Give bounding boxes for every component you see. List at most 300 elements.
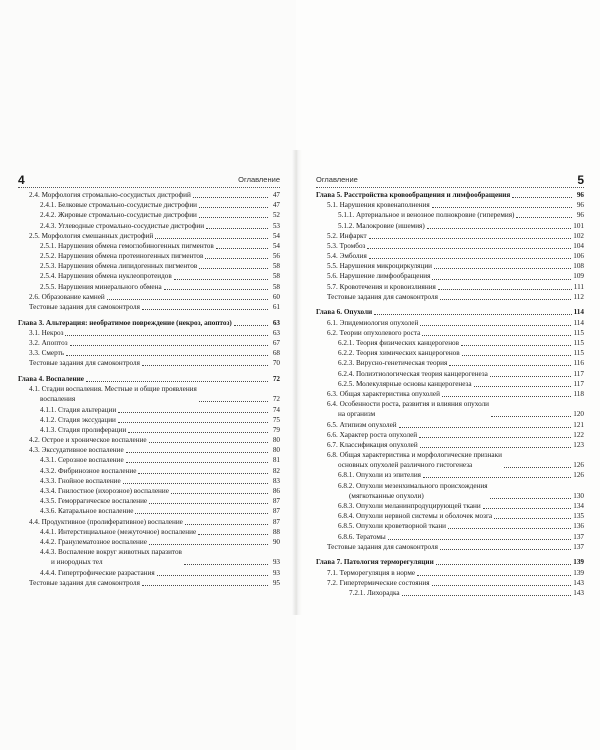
dot-leader (438, 289, 572, 290)
toc-left (18, 190, 280, 588)
toc-entry (316, 532, 584, 542)
toc-entry (18, 496, 280, 506)
toc-entry-page: 61 (272, 303, 280, 312)
dot-leader (491, 416, 571, 417)
toc-entry-page: 111 (573, 282, 584, 291)
toc-entry (18, 221, 280, 231)
dot-leader (367, 248, 571, 249)
dot-leader (436, 564, 572, 565)
dot-leader (142, 585, 268, 586)
toc-entry-title: Тестовые задания для самоконтроля (29, 359, 140, 368)
toc-entry-title: 4.1. Стадии воспаления. Местные и общие проявления (29, 385, 197, 394)
toc-entry-page: 117 (573, 369, 584, 378)
dot-leader (419, 437, 571, 438)
toc-entry-page: 126 (573, 461, 584, 470)
toc-entry (316, 338, 584, 348)
toc-entry-title-block (29, 384, 197, 404)
dot-leader (432, 207, 572, 208)
toc-entry-title: 4.1.1. Стадия альтерации (40, 405, 117, 414)
toc-entry (316, 379, 584, 389)
toc-entry-title: 2.4. Морфология стромально-сосудистых дистрофий (29, 190, 191, 199)
toc-entry-page: 130 (573, 491, 584, 500)
toc-entry (18, 537, 280, 547)
toc-entry-page: 114 (573, 318, 584, 327)
toc-entry-title: 6.6. Характер роста опухолей (327, 430, 418, 439)
toc-entry-page: 139 (573, 558, 584, 567)
toc-entry (18, 190, 280, 200)
toc-entry-page: 75 (272, 415, 280, 424)
toc-entry-page: 96 (576, 190, 584, 199)
toc-entry-page: 80 (272, 446, 280, 455)
dot-leader (494, 518, 571, 519)
toc-entry-title: 4.3.6. Катаральное воспаление (40, 507, 134, 516)
toc-entry-page: 52 (272, 211, 280, 220)
toc-entry-page: 137 (573, 532, 584, 541)
toc-entry-title: 6.2.4. Полиэтиологическая теория канцерогенеза (338, 369, 488, 378)
toc-entry-page: 47 (272, 190, 280, 199)
toc-entry-page: 74 (272, 405, 280, 414)
toc-chapter-entry (316, 557, 584, 567)
toc-entry-title: 5.7. Кровотечения и кровоизлияния (327, 282, 436, 291)
toc-entry-title: Глава 6. Опухоли (316, 308, 373, 317)
toc-entry-title: 2.5.5. Нарушения минерального обмена (40, 282, 162, 291)
toc-entry (316, 231, 584, 241)
dot-leader (135, 513, 268, 514)
left-page-header (18, 172, 280, 188)
toc-entry-title-continued: на организм (338, 410, 376, 419)
toc-entry-title-continued: (мягкотканные опухоли) (349, 491, 424, 500)
toc-entry-title: 6.2.5. Молекулярные основы канцерогенеза (338, 379, 472, 388)
toc-entry-title: 4.4.4. Гипертрофические разрастания (40, 568, 155, 577)
dot-leader (432, 279, 571, 280)
toc-entry-title: 5.1.1. Артериальное и венозное полнокровие (гиперемия) (338, 211, 515, 220)
toc-entry (316, 440, 584, 450)
toc-entry (18, 486, 280, 496)
dot-leader (199, 401, 268, 402)
dot-leader (107, 299, 268, 300)
dot-leader (138, 473, 268, 474)
toc-entry-page: 60 (272, 292, 280, 301)
toc-entry-title: 6.2.1. Теория физических канцерогенов (338, 339, 460, 347)
toc-entry (316, 241, 584, 251)
dot-leader (199, 268, 268, 269)
toc-entry-title: 6.8.2. Опухоли мезенхимального происхождения (338, 481, 488, 490)
toc-entry-title: 6.5. Атипизм опухолей (327, 420, 397, 429)
toc-entry-page: 143 (573, 588, 584, 597)
toc-entry-page: 101 (573, 221, 584, 230)
toc-entry-page: 115 (573, 339, 584, 347)
toc-entry (18, 302, 280, 312)
toc-entry-title: 6.2.3. Вирусно-генетическая теория (338, 359, 448, 368)
toc-chapter-entry (316, 307, 584, 317)
toc-entry (316, 568, 584, 578)
dot-leader (234, 325, 268, 326)
toc-entry (18, 527, 280, 537)
dot-leader (205, 258, 268, 259)
toc-entry-title: 4.3. Экссудативное воспаление (29, 446, 124, 455)
toc-entry-title: 2.6. Образование камней (29, 292, 105, 301)
toc-entry-title: 4.3.2. Фибринозное воспаление (40, 466, 137, 475)
toc-entry-title: 4.1.2. Стадия экссудации (40, 415, 116, 424)
toc-entry (316, 578, 584, 588)
toc-entry-page: 54 (272, 241, 280, 250)
toc-entry (18, 384, 280, 404)
toc-entry-title: 2.5.2. Нарушения обмена протеиногенных пигментов (40, 252, 204, 261)
toc-entry-page: 135 (573, 512, 584, 521)
toc-entry-page: 72 (272, 395, 280, 404)
dot-leader (142, 309, 268, 310)
toc-entry (316, 501, 584, 511)
toc-entry (316, 272, 584, 282)
dot-leader (86, 381, 268, 382)
toc-entry (18, 466, 280, 476)
toc-entry-page: 115 (573, 328, 584, 337)
toc-entry-title: 7.2.1. Лихорадка (349, 588, 400, 597)
toc-entry (18, 241, 280, 251)
dot-leader (164, 289, 268, 290)
toc-entry-title-block (40, 547, 182, 567)
toc-entry-page: 93 (272, 558, 280, 567)
toc-entry (316, 210, 584, 220)
right-page-header-title: Оглавление (316, 175, 358, 184)
toc-entry-title: 4.4.3. Воспаление вокруг животных паразитов (40, 548, 182, 557)
toc-entry-page: 53 (272, 221, 280, 230)
toc-entry-title: 4.1.3. Стадия пролиферации (40, 425, 127, 434)
toc-entry (18, 292, 280, 302)
toc-entry-title: 6.1. Эпидемиология опухолей (327, 318, 419, 327)
dot-leader (423, 477, 571, 478)
toc-entry (316, 542, 584, 552)
toc-entry (18, 231, 280, 241)
toc-entry-page: 106 (573, 252, 584, 261)
toc-entry-title: 3.3. Смерть (29, 349, 65, 358)
dot-leader (449, 365, 571, 366)
toc-entry-title: 2.5.1. Нарушения обмена гемоглобиногенных пигментов (40, 241, 214, 250)
toc-entry-page: 93 (272, 568, 280, 577)
toc-entry-page: 80 (272, 436, 280, 445)
toc-entry-page: 121 (573, 420, 584, 429)
dot-leader (483, 508, 572, 509)
dot-leader (369, 258, 571, 259)
dot-leader (149, 544, 268, 545)
toc-entry-title-continued: и инородных тел (51, 558, 103, 567)
toc-entry-title: 5.1. Нарушения кровенаполнения (327, 201, 430, 210)
toc-entry-page: 81 (272, 456, 280, 465)
toc-entry-page: 58 (272, 282, 280, 291)
toc-entry-page: 95 (272, 578, 280, 587)
toc-entry-title: 4.4.1. Интерстициальное (межуточное) воспаление (40, 527, 197, 536)
toc-entry-page: 123 (573, 440, 584, 449)
toc-entry (316, 221, 584, 231)
toc-entry-page: 90 (272, 537, 280, 546)
toc-entry (18, 517, 280, 527)
toc-entry (316, 251, 584, 261)
toc-entry-page: 86 (272, 487, 280, 496)
toc-entry (18, 405, 280, 415)
toc-entry-page: 87 (272, 497, 280, 506)
toc-entry (316, 358, 584, 368)
dot-leader (374, 314, 571, 315)
dot-leader (149, 442, 268, 443)
toc-entry-title: 6.8. Общая характеристика и морфологические признаки (327, 451, 502, 460)
toc-entry (316, 328, 584, 338)
toc-entry (18, 568, 280, 578)
dot-leader (199, 207, 268, 208)
toc-entry (316, 430, 584, 440)
toc-entry-page: 114 (573, 308, 584, 317)
dot-leader (142, 365, 268, 366)
toc-entry-page: 104 (573, 241, 584, 250)
dot-leader (126, 462, 268, 463)
toc-entry (18, 455, 280, 465)
toc-entry-title: Глава 7. Патология терморегуляции (316, 558, 434, 567)
toc-entry-title: Глава 3. Альтерация: необратимое повреждение (некроз, апоптоз) (18, 318, 232, 327)
toc-entry-page: 82 (272, 466, 280, 475)
toc-chapter-entry (18, 374, 280, 384)
dot-leader (512, 197, 572, 198)
dot-leader (369, 238, 572, 239)
toc-entry-page: 72 (272, 374, 280, 383)
toc-entry-page: 63 (272, 318, 280, 327)
dot-leader (206, 228, 268, 229)
dot-leader (490, 498, 572, 499)
toc-entry (18, 282, 280, 292)
toc-entry-title: 2.4.2. Жировые стромально-сосудистые дистрофии (40, 211, 197, 220)
toc-entry (316, 369, 584, 379)
toc-entry-page: 116 (573, 359, 584, 368)
right-page-header (316, 172, 584, 188)
toc-entry (316, 511, 584, 521)
toc-entry (18, 547, 280, 567)
dot-leader (174, 279, 268, 280)
dot-leader (504, 467, 571, 468)
toc-entry-page: 120 (573, 410, 584, 419)
dot-leader (149, 503, 268, 504)
toc-entry-title-block (327, 399, 489, 419)
toc-entry-title: 5.5. Нарушения микроциркуляции (327, 262, 433, 271)
toc-entry-title: 6.8.5. Опухоли кроветворной ткани (338, 522, 447, 531)
left-page-number: 4 (18, 173, 25, 187)
header-rule (316, 187, 584, 188)
right-page (296, 0, 600, 750)
toc-chapter-entry (316, 190, 584, 200)
left-page-header-title: Оглавление (238, 175, 280, 184)
toc-entry-page: 79 (272, 425, 280, 434)
toc-entry-title: Глава 5. Расстройства кровообращения и лимфообращения (316, 190, 511, 199)
toc-entry (18, 328, 280, 338)
toc-entry-title: Тестовые задания для самоконтроля (327, 542, 438, 551)
dot-leader (199, 217, 268, 218)
toc-entry (316, 521, 584, 531)
dot-leader (462, 355, 572, 356)
toc-chapter-entry (18, 318, 280, 328)
dot-leader (516, 217, 572, 218)
toc-entry-page: 117 (573, 379, 584, 388)
toc-entry-page: 56 (272, 252, 280, 261)
toc-entry-page: 47 (272, 201, 280, 210)
toc-entry-title: 2.4.3. Углеводные стромально-сосудистые дистрофии (40, 221, 205, 230)
toc-entry-title: Глава 4. Воспаление (18, 374, 84, 383)
dot-leader (184, 564, 268, 565)
toc-entry-page: 134 (573, 502, 584, 511)
toc-entry (18, 506, 280, 516)
toc-entry-title: 2.4.1. Белковые стромально-сосудистые дистрофии (40, 201, 198, 210)
toc-entry (316, 348, 584, 358)
toc-entry-page: 83 (272, 476, 280, 485)
toc-entry (316, 292, 584, 302)
dot-leader (402, 595, 572, 596)
dot-leader (65, 335, 268, 336)
toc-entry-title: Тестовые задания для самоконтроля (327, 292, 438, 301)
toc-entry-title: 4.3.4. Гнилостное (ихорозное) воспаление (40, 487, 169, 496)
toc-entry-title: 4.3.5. Геморрагическое воспаление (40, 497, 148, 506)
toc-entry-page: 67 (272, 339, 280, 347)
toc-entry (316, 389, 584, 399)
toc-entry (18, 425, 280, 435)
toc-entry-page: 109 (573, 272, 584, 281)
toc-entry-page: 58 (272, 262, 280, 271)
dot-leader (157, 575, 268, 576)
toc-entry (18, 261, 280, 271)
dot-leader (155, 238, 268, 239)
toc-entry-title: 6.7. Классификация опухолей (327, 440, 418, 449)
toc-entry-title: 4.2. Острое и хроническое воспаление (29, 436, 147, 445)
toc-entry-page: 96 (576, 201, 584, 210)
toc-entry (18, 445, 280, 455)
toc-entry-page: 87 (272, 507, 280, 516)
toc-entry (18, 578, 280, 588)
toc-entry-title: 2.5.4. Нарушения обмена нуклеопротеидов (40, 272, 172, 281)
dot-leader (427, 228, 571, 229)
toc-entry-title: 6.8.3. Опухоли меланинпродуцирующей ткани (338, 502, 481, 511)
toc-entry-page: 112 (573, 292, 584, 301)
dot-leader (118, 422, 268, 423)
toc-entry-title: 4.4. Продуктивное (пролиферативное) воспаление (29, 517, 183, 526)
toc-entry-title: 3.1. Некроз (29, 328, 64, 337)
toc-entry (316, 420, 584, 430)
toc-entry (18, 338, 280, 348)
dot-leader (448, 528, 571, 529)
dot-leader (128, 432, 268, 433)
toc-entry (316, 261, 584, 271)
dot-leader (474, 386, 572, 387)
toc-entry (18, 200, 280, 210)
toc-entry-page: 122 (573, 430, 584, 439)
dot-leader (442, 396, 572, 397)
toc-entry-title: 6.3. Общая характеристика опухолей (327, 389, 440, 398)
toc-entry-page: 139 (573, 568, 584, 577)
toc-entry-page: 126 (573, 471, 584, 480)
toc-entry-title: Тестовые задания для самоконтроля (29, 303, 140, 312)
toc-entry (18, 272, 280, 282)
toc-entry-title-continued: основных опухолей различного гистогенеза (338, 461, 473, 470)
dot-leader (388, 539, 571, 540)
toc-entry-page: 70 (272, 359, 280, 368)
toc-entry-title: 6.8.6. Тератомы (338, 532, 386, 541)
toc-entry-page: 68 (272, 349, 280, 358)
header-rule (18, 187, 280, 188)
toc-entry-page: 88 (272, 527, 280, 536)
toc-entry-page: 54 (272, 231, 280, 240)
dot-leader (432, 585, 572, 586)
toc-entry (316, 470, 584, 480)
toc-entry-page: 87 (272, 517, 280, 526)
dot-leader (118, 412, 268, 413)
toc-entry (18, 251, 280, 261)
dot-leader (198, 534, 268, 535)
dot-leader (66, 355, 268, 356)
dot-leader (70, 345, 268, 346)
toc-entry (316, 200, 584, 210)
toc-entry-title: 5.2. Инфаркт (327, 231, 367, 240)
toc-entry-title: 6.2.2. Теория химических канцерогенов (338, 349, 460, 358)
toc-entry (18, 210, 280, 220)
dot-leader (399, 427, 572, 428)
toc-entry (316, 318, 584, 328)
dot-leader (461, 345, 571, 346)
toc-entry-page: 118 (573, 389, 584, 398)
dot-leader (171, 493, 268, 494)
toc-entry (18, 435, 280, 445)
toc-entry-title: Тестовые задания для самоконтроля (29, 578, 140, 587)
toc-entry-page: 108 (573, 262, 584, 271)
left-page (0, 0, 296, 750)
toc-entry (316, 588, 584, 598)
toc-right (316, 190, 584, 598)
dot-leader (490, 376, 572, 377)
toc-entry-page: 136 (573, 522, 584, 531)
toc-entry-title: 6.8.4. Опухоли нервной системы и оболочек мозга (338, 512, 493, 521)
toc-entry-title: 7.2. Гипертермические состояния (327, 578, 430, 587)
toc-entry-title: 4.3.3. Гнойное воспаление (40, 476, 121, 485)
toc-entry-page: 63 (272, 328, 280, 337)
book-spine-shadow (292, 150, 302, 615)
toc-entry-title: 2.5. Морфология смешанных дистрофий (29, 231, 154, 240)
toc-entry-title: 6.8.1. Опухоли из эпителия (338, 471, 421, 480)
toc-entry-page: 58 (272, 272, 280, 281)
toc-entry-title-block (327, 450, 502, 470)
toc-entry-page: 137 (573, 542, 584, 551)
dot-leader (123, 483, 268, 484)
toc-entry-title: 6.4. Особенности роста, развития и влияния опухоли (327, 400, 490, 409)
toc-entry (18, 476, 280, 486)
dot-leader (422, 335, 571, 336)
toc-entry (18, 358, 280, 368)
dot-leader (434, 268, 571, 269)
toc-entry-title: 5.3. Тромбоз (327, 241, 366, 250)
dot-leader (440, 549, 571, 550)
right-page-number: 5 (577, 173, 584, 187)
toc-entry-title: 4.3.1. Серозное воспаление (40, 456, 124, 465)
dot-leader (193, 197, 268, 198)
toc-entry-title: 5.4. Эмболия (327, 252, 367, 261)
toc-entry (316, 282, 584, 292)
toc-entry-title-block (338, 481, 488, 501)
toc-entry-page: 143 (573, 578, 584, 587)
toc-entry (316, 450, 584, 470)
toc-entry-page: 96 (576, 211, 584, 220)
dot-leader (420, 447, 571, 448)
toc-entry-title: 3.2. Апоптоз (29, 339, 68, 347)
toc-entry-title: 4.4.2. Гранулематозное воспаление (40, 537, 147, 546)
toc-entry-page: 115 (573, 349, 584, 358)
dot-leader (440, 299, 572, 300)
dot-leader (420, 325, 571, 326)
dot-leader (216, 248, 268, 249)
toc-entry (18, 348, 280, 358)
toc-entry-page: 102 (573, 231, 584, 240)
toc-entry (18, 415, 280, 425)
